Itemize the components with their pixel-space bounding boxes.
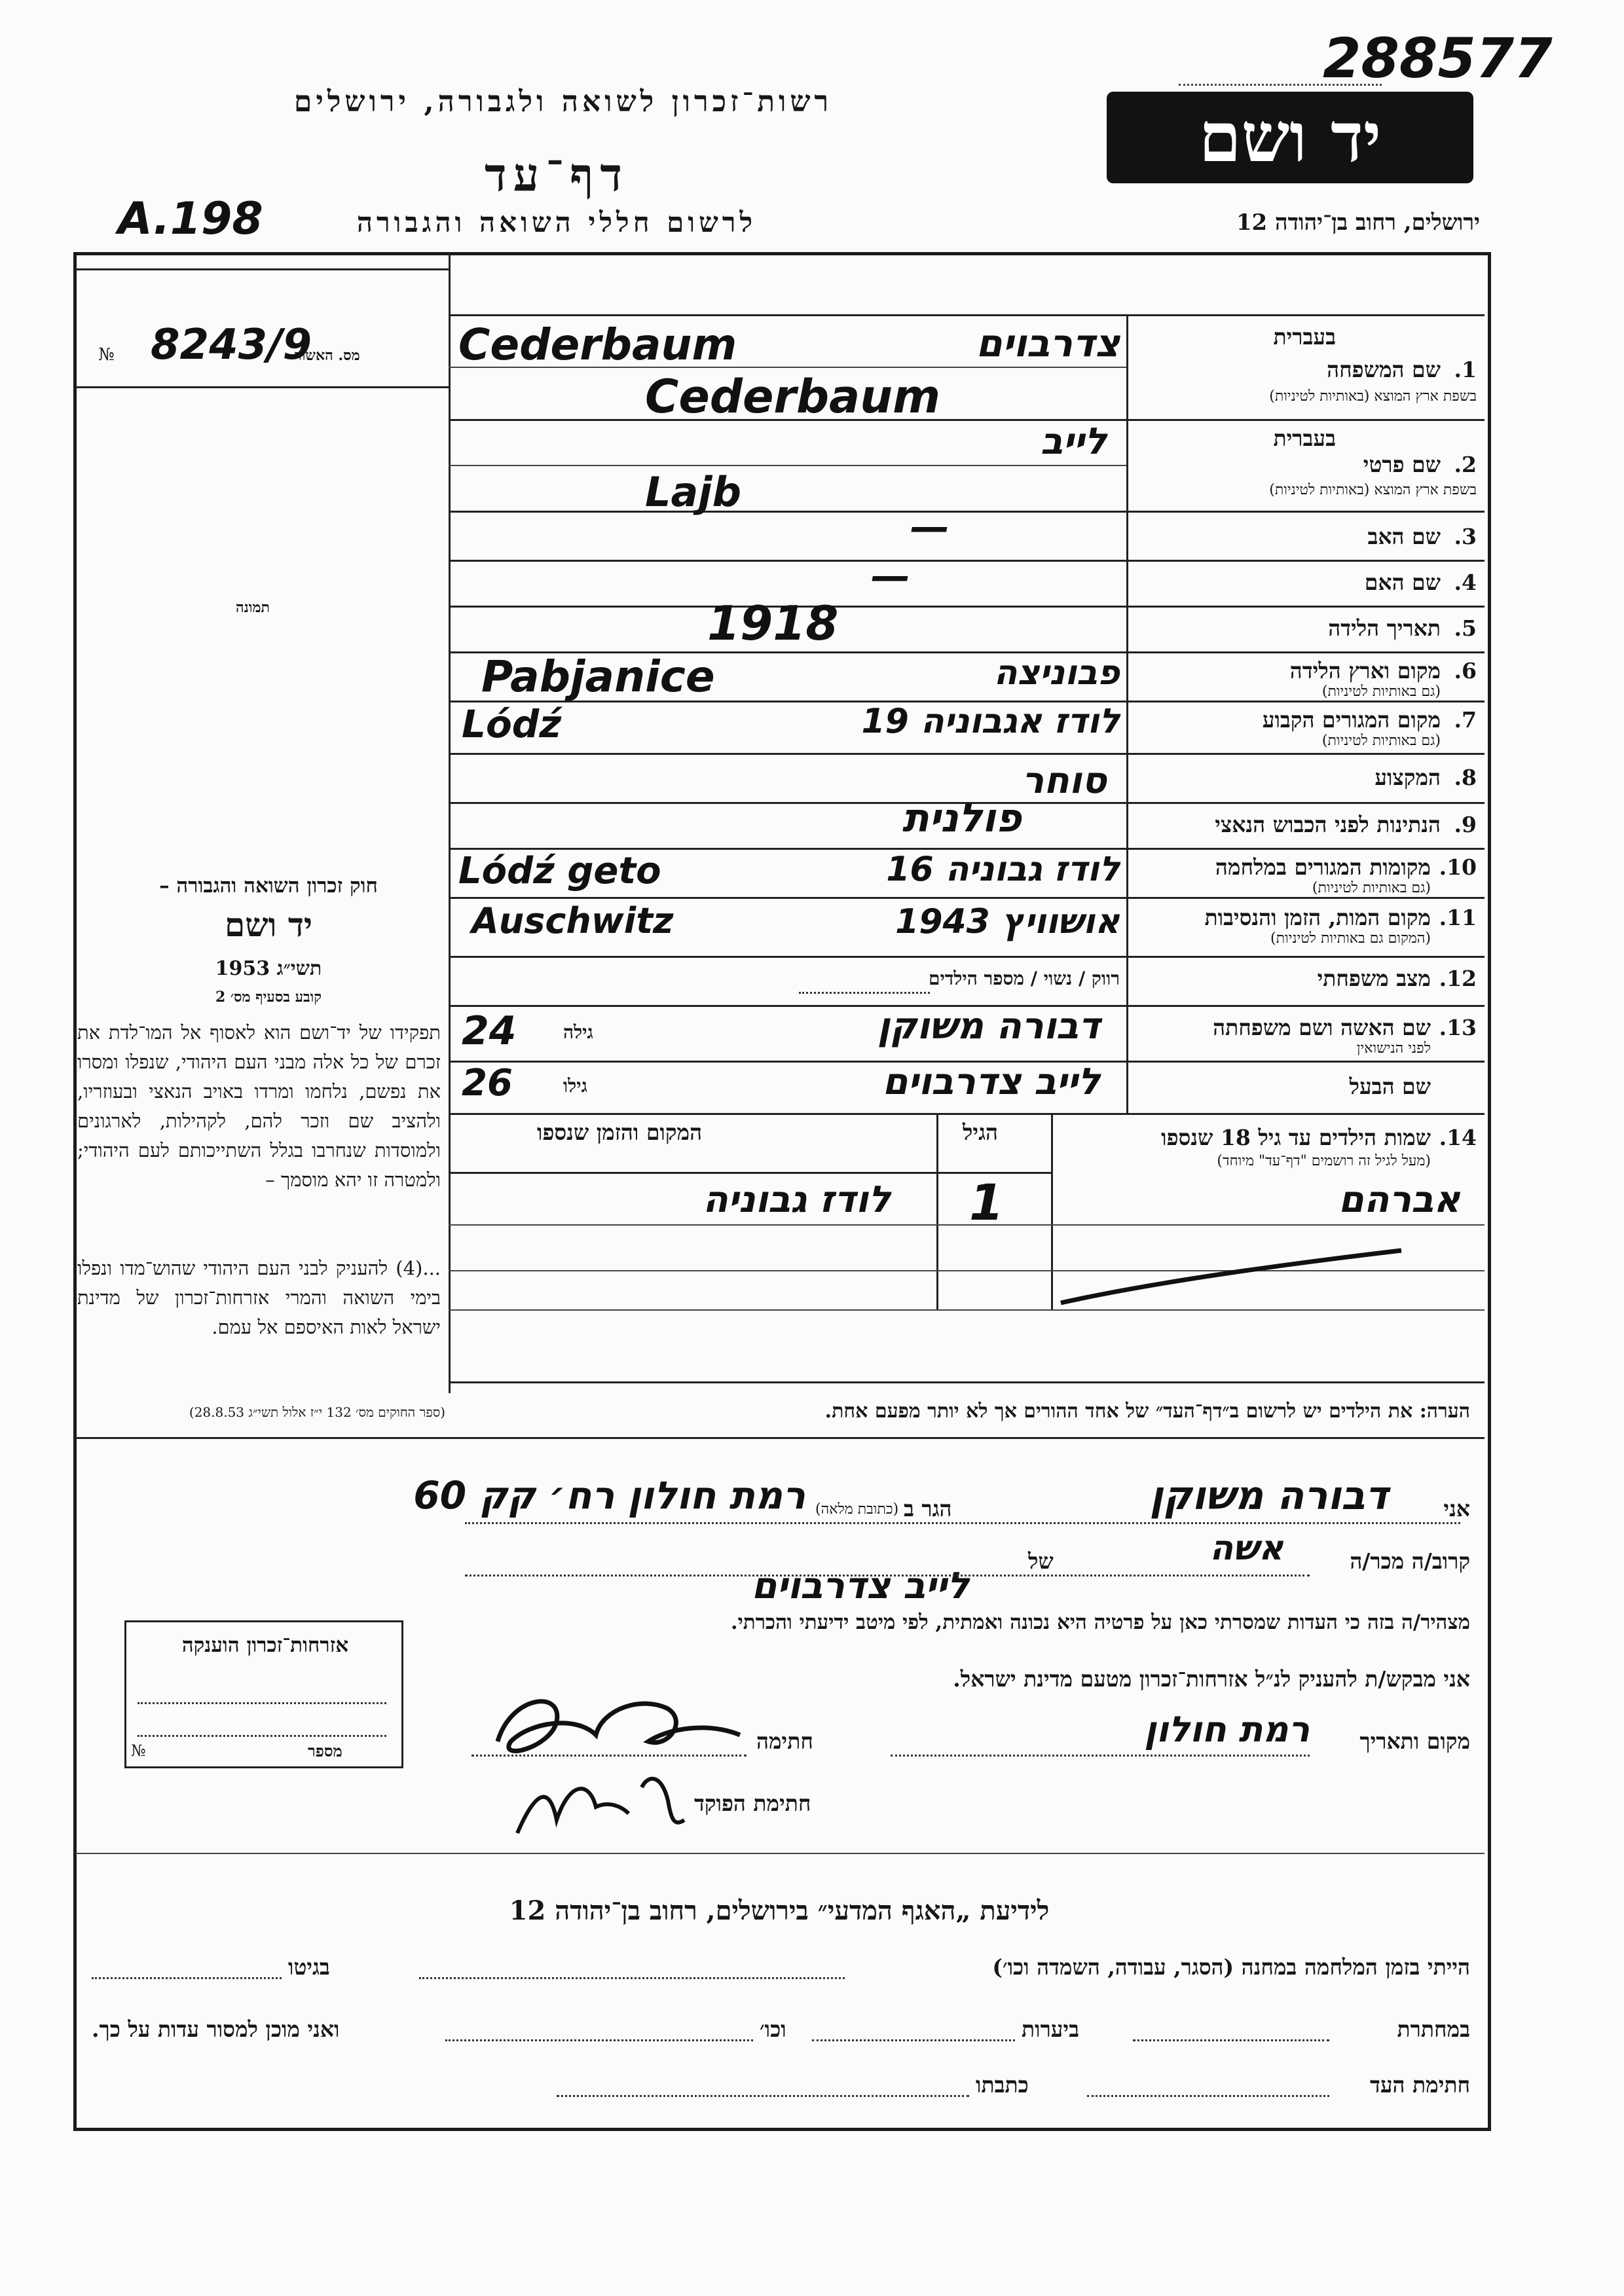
top-left-line: [75, 268, 449, 270]
field-12-dots: [799, 992, 930, 994]
war-residence-latin: Lódź geto: [458, 850, 661, 892]
law-text-2: ...(4) להעניק לבני העם היהודי שהוש־מדו ונפלו בימי השואה והמרי אזרחות־זכרון של מדינת ישראל לאות האיספם אל עמם.: [77, 1257, 441, 1338]
place-date-line: [891, 1755, 1310, 1757]
witness-relation-label: קרוב/ה מכר/ה: [1350, 1548, 1470, 1574]
field-11-label: מקום המות, הזמן והנסיבות: [1204, 905, 1431, 930]
footer-separator: [75, 1853, 1485, 1854]
footer-dots-3b: [557, 2095, 969, 2097]
field-3-label: שם האב: [1367, 524, 1441, 549]
surname-hebrew: צדרבוים: [976, 321, 1120, 365]
approval-prefix: №: [98, 345, 115, 365]
firstname-latin: Lajb: [645, 468, 741, 516]
note-top-line: [449, 1381, 1485, 1383]
row-line: [449, 1113, 1485, 1115]
death-place-latin: Auschwitz: [471, 900, 674, 941]
law-reference: (ספר החוקים מס׳ 132 י״ז אלול תשי״ג 28.8.53): [189, 1404, 445, 1420]
field-2-label: שם פרטי: [1363, 452, 1441, 477]
field-4-label: שם האם: [1364, 570, 1441, 595]
field-13-number: 13.: [1439, 1015, 1477, 1040]
husband-age-label: גילו: [563, 1075, 587, 1097]
field-8-number: 8.: [1454, 765, 1477, 790]
witness-signature: [471, 1683, 753, 1768]
field-11-number: 11.: [1439, 905, 1477, 930]
field-12-label: מצב משפחתי: [1317, 966, 1431, 991]
witness-declaration: מצהיר/ה בזה כי העדות שמסרתי כאן על פרטיה היא נכונה ואמתית, לפי מיטב ידיעתי והכרתי.: [730, 1611, 1470, 1634]
footer-witness-signature: חתימת העד: [1369, 2072, 1470, 2098]
stamp-title: אזרחות־זכרון הוענקה: [181, 1633, 349, 1657]
witness-of-value: לייב צדרבוים: [751, 1565, 969, 1607]
law-title: חוק זכרון השואה והגבורה –: [159, 874, 378, 898]
witness-name: דבורה משוקן: [1149, 1473, 1388, 1519]
corner-note: A.198: [118, 193, 263, 245]
stamp-line-2: [138, 1735, 386, 1737]
child-death-place: לודז גבוניה: [703, 1178, 891, 1221]
footer-dots-2a: [1133, 2039, 1329, 2041]
field-7-label: מקום המגורים הקבוע: [1262, 707, 1441, 733]
footer-dots-1b: [92, 1977, 282, 1979]
law-name: יד ושם: [225, 905, 312, 944]
field-7-sublabel: (גם באותיות לטיניות): [1321, 733, 1441, 749]
field-7-number: 7.: [1454, 707, 1477, 733]
witness-i-label: אני: [1443, 1496, 1470, 1522]
field-1-number: 1.: [1454, 357, 1477, 382]
field-10-sublabel: (גם באותיות לטיניות): [1312, 880, 1431, 896]
footer-line-1b: בגיטו: [288, 1954, 330, 1980]
field-9-number: 9.: [1454, 812, 1477, 837]
residence-latin: Lódź: [462, 702, 562, 746]
witness-line-2: [465, 1575, 1310, 1576]
war-residence-hebrew: לודז גבוניה 16: [886, 850, 1120, 889]
footer-dots-2c: [445, 2039, 753, 2041]
row-line: [449, 606, 1485, 608]
father-name: —: [910, 504, 950, 550]
children-header-line: [449, 1172, 1051, 1174]
footer-dots-1: [419, 1977, 845, 1979]
husband-age: 26: [462, 1062, 513, 1104]
mother-name: —: [871, 553, 910, 599]
header-address: ירושלים, רחוב בן־יהודה 12: [1236, 210, 1480, 236]
field-1-sublabel: בשפת ארץ המוצא (באותיות לטיניות): [1269, 388, 1477, 405]
strike-line: [1048, 1231, 1414, 1322]
witness-of-label: של: [1028, 1548, 1054, 1574]
children-number: 14.: [1439, 1125, 1477, 1150]
profession: סוחר: [1022, 759, 1107, 802]
approval-number: 8243/9: [151, 321, 312, 369]
witness-address: רמת חולון רח׳ קק 60: [413, 1473, 805, 1518]
field-9-label: הנתינות לפני הכבוש הנאצי: [1215, 812, 1441, 837]
field-1-label: שם המשפחה: [1327, 357, 1441, 382]
footer-underground: במחתרת: [1397, 2016, 1470, 2042]
law-text: תפקידו של יד־ושם הוא לאסוף אל המו־לדת את זכרם של כל אלה מבני העם היהודי, שנפלו ומסרו את נפשם, נלחמו ומרדו באויב הנאצי ובעוזריו, ולהציב שם וזכר להם, לקהילות, לארגונים ולמוסדות שנחרבו בגלל השתייכותם לעם היהודי; ולמטרה זו יהא מוסמך –: [77, 1021, 441, 1191]
field-2-sublabel: בשפת ארץ המוצא (באותיות לטיניות): [1269, 482, 1477, 498]
children-sublabel: (מעל לגיל זה רושמים "דף־עד" מיוחד): [1217, 1153, 1431, 1169]
officer-signature-label: חתימת הפוקד: [694, 1791, 811, 1816]
field-12-extra: רווק / נשוי / מספר הילדים: [928, 968, 1120, 989]
footer-dots-3a: [1087, 2095, 1329, 2097]
footer-heading: לידיעת „האגף המדעי״ בירושלים, רחוב בן־יהודה 12: [509, 1895, 1050, 1926]
officer-signature: [511, 1761, 701, 1846]
field-6-label: מקום וארץ הלידה: [1289, 658, 1441, 683]
child-age: 1: [969, 1173, 1004, 1231]
nationality: פולנית: [902, 795, 1022, 841]
witness-line-1: [465, 1522, 1460, 1524]
row-line: [449, 560, 1485, 562]
left-column-divider: [449, 254, 451, 1393]
death-place-hebrew: אושוויץ 1943: [895, 902, 1120, 941]
witness-address-hint: (כתובת מלאה): [815, 1501, 899, 1518]
place-date-value: רמת חולון: [1144, 1709, 1310, 1750]
children-col-age: הגיל: [963, 1120, 998, 1145]
footer-etc: וכו׳: [760, 2016, 786, 2042]
children-row-line: [449, 1224, 1485, 1226]
approval-underline: [75, 386, 449, 388]
wife-age-label: גילה: [563, 1021, 593, 1043]
footer-line-1: הייתי בזמן המלחמה במחנה (הסגר, עבודה, השמדה וכו׳): [992, 1954, 1470, 1980]
children-label: שמות הילדים עד גיל 18 שנספו: [1161, 1125, 1431, 1150]
birthplace-latin: Pabjanice: [481, 651, 715, 702]
children-note: הערה: את הילדים יש לרשום ב״דף־העד״ של אחד ההורים אך לא יותר מפעם אחת.: [824, 1400, 1470, 1423]
law-clause: קובע בסעיף מס׳ 2: [215, 989, 322, 1006]
yad-vashem-logo: יד ושם: [1107, 92, 1473, 183]
footer-testify: ואני מוכן למסור עדות על כך.: [92, 2016, 340, 2042]
form-title: דף־עד: [484, 147, 629, 202]
note-bottom-line: [449, 1437, 1485, 1439]
field-13-label: שם האשה ושם משפחתה: [1213, 1015, 1431, 1040]
organization-name: רשות־זכרון לשואה ולגבורה, ירושלים: [293, 85, 833, 118]
signature-label: חתימה: [756, 1728, 813, 1754]
field-11-sublabel: (המקום גם באותיות לטיניות): [1270, 930, 1431, 947]
field-1-lang: בעברית: [1273, 324, 1336, 350]
field-12-number: 12.: [1439, 966, 1477, 991]
law-year: תשי״ג 1953: [215, 957, 322, 980]
wife-name: דבורה משוקן: [877, 1005, 1100, 1048]
wife-age: 24: [462, 1008, 517, 1054]
birth-date: 1918: [707, 596, 839, 651]
field-2-lang: בעברית: [1273, 426, 1336, 451]
field-6-number: 6.: [1454, 658, 1477, 683]
stamp-number-prefix: №: [131, 1741, 146, 1760]
field-13-sublabel: לפני הנישואין: [1356, 1040, 1431, 1057]
birthplace-hebrew: פבוניצה: [993, 653, 1120, 693]
husband-name: לייב צדרבוים: [882, 1061, 1100, 1103]
place-date-label: מקום ותאריך: [1359, 1728, 1470, 1754]
row-subline: [449, 465, 1126, 466]
label-column-divider: [1126, 314, 1128, 1113]
children-col-place: המקום והזמן שנספו: [537, 1120, 703, 1145]
form-subtitle: לרשום חללי השואה והגבורה: [356, 206, 757, 238]
field-4-number: 4.: [1454, 570, 1477, 595]
field-6-sublabel: (גם באותיות לטיניות): [1321, 683, 1441, 700]
field-10-label: מקומות המגורים במלחמה: [1215, 854, 1431, 880]
footer-forests: ביערות: [1022, 2016, 1080, 2042]
residence-hebrew: לודז אגבוניה 19: [861, 702, 1120, 741]
approval-label: מס. האשור: [295, 347, 360, 364]
row-line: [449, 753, 1485, 755]
children-divider: [936, 1113, 938, 1309]
surname-latin-2: Cederbaum: [645, 370, 941, 424]
row-line: [449, 511, 1485, 513]
header-dotted-line: [1179, 84, 1382, 86]
note-bottom-line-left: [75, 1437, 449, 1439]
stamp-number-label: מספר: [308, 1741, 342, 1760]
row-line: [449, 897, 1485, 899]
row-line: [449, 314, 1485, 316]
field-8-label: המקצוע: [1375, 765, 1441, 790]
child-name: אברהם: [1338, 1178, 1460, 1221]
footer-dots-2b: [812, 2039, 1015, 2041]
witness-resides-label: הגר ב: [904, 1496, 952, 1522]
firstname-hebrew: לייב: [1040, 420, 1107, 463]
row-line: [449, 956, 1485, 958]
field-10-number: 10.: [1439, 854, 1477, 880]
field-5-label: תאריך הלידה: [1328, 615, 1441, 641]
husband-label: שם הבעל: [1349, 1074, 1431, 1099]
photo-label: תמונה: [236, 599, 270, 616]
footer-address: כתבתו: [976, 2072, 1029, 2098]
field-5-number: 5.: [1454, 615, 1477, 641]
witness-relation: אשה: [1209, 1529, 1283, 1568]
document-number: 288577: [1323, 26, 1553, 90]
witness-request: אני מבקש/ת להעניק לנ״ל אזרחות־זכרון מטעם מדינת ישראל.: [953, 1666, 1470, 1692]
field-3-number: 3.: [1454, 524, 1477, 549]
surname-latin: Cederbaum: [458, 319, 737, 370]
field-2-number: 2.: [1454, 452, 1477, 477]
stamp-line-1: [138, 1702, 386, 1704]
